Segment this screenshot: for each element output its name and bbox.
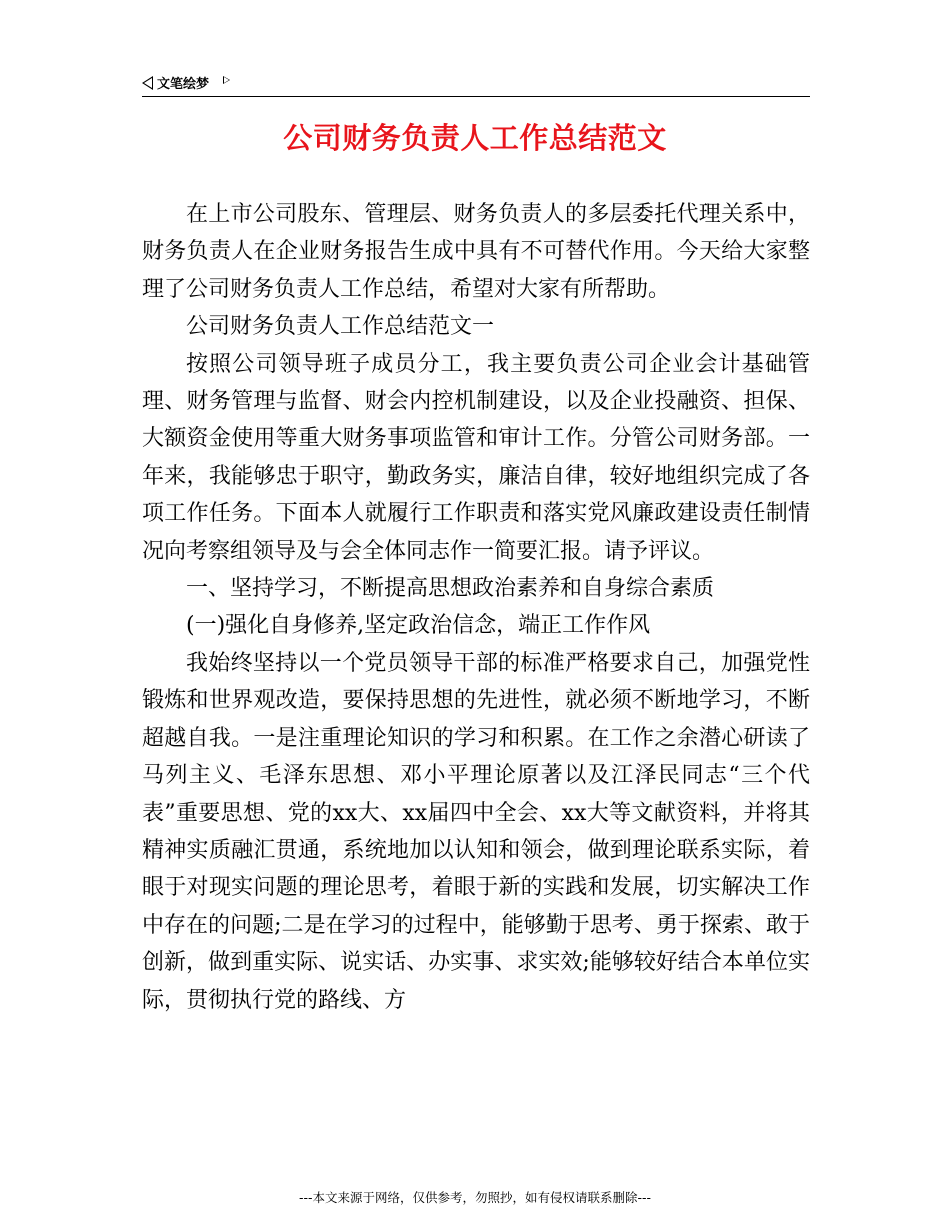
paragraph-study: 我始终坚持以一个党员领导干部的标准严格要求自己，加强党性锻炼和世界观改造，要保持思想的先进性，就必须不断地学习，不断超越自我。一是注重理论知识的学习和积累。在工作之余潜心研读了马列主义、毛泽东思想、邓小平理论原著以及江泽民同志“三个代表”重要思想、党的xx大、xx届四中全会、xx大等文献资料，并将其精神实质融汇贯通，系统地加以认知和领会，做到理论联系实际，着眼于对现实问题的理论思考，着眼于新的实践和发展，切实解决工作中存在的问题;二是在学习的过程中，能够勤于思考、勇于探索、敢于创新，做到重实际、说实话、办实事、求实效;能够较好结合本单位实际，贯彻执行党的路线、方 (142, 650, 810, 1013)
page-header (142, 70, 810, 97)
brand-text: 文笔绘梦 (157, 77, 210, 92)
header-brand (142, 73, 230, 92)
triangle-left-icon (142, 76, 153, 90)
paragraph-intro: 在上市公司股东、管理层、财务负责人的多层委托代理关系中，财务负责人在企业财务报告生成中具有不可替代作用。今天给大家整理了公司财务负责人工作总结，希望对大家有所帮助。 (142, 202, 810, 302)
triangle-right-icon (223, 76, 230, 84)
paragraph-subtitle: 公司财务负责人工作总结范文一 (186, 314, 495, 340)
document-title: 公司财务负责人工作总结范文 (283, 121, 667, 155)
paragraph-duties: 按照公司领导班子成员分工，我主要负责公司企业会计基础管理、财务管理与监督、财会内控机制建设，以及企业投融资、担保、大额资金使用等重大财务事项监管和审计工作。分管公司财务部。一年来，我能够忠于职守，勤政务实，廉洁自律，较好地组织完成了各项工作任务。下面本人就履行工作职责和落实党风廉政建设责任制情况向考察组领导及与会全体同志作一简要汇报。请予评议。 (142, 351, 810, 564)
paragraph-subsection-heading: (一)强化自身修养,坚定政治信念，端正工作作风 (186, 613, 651, 639)
paragraph-section-heading: 一、坚持学习，不断提高思想政治素养和自身综合素质 (186, 576, 715, 602)
page-footer: ---本文来源于网络，仅供参考，勿照抄，如有侵权请联系删除--- (298, 1190, 652, 1205)
document-body (142, 196, 810, 1019)
